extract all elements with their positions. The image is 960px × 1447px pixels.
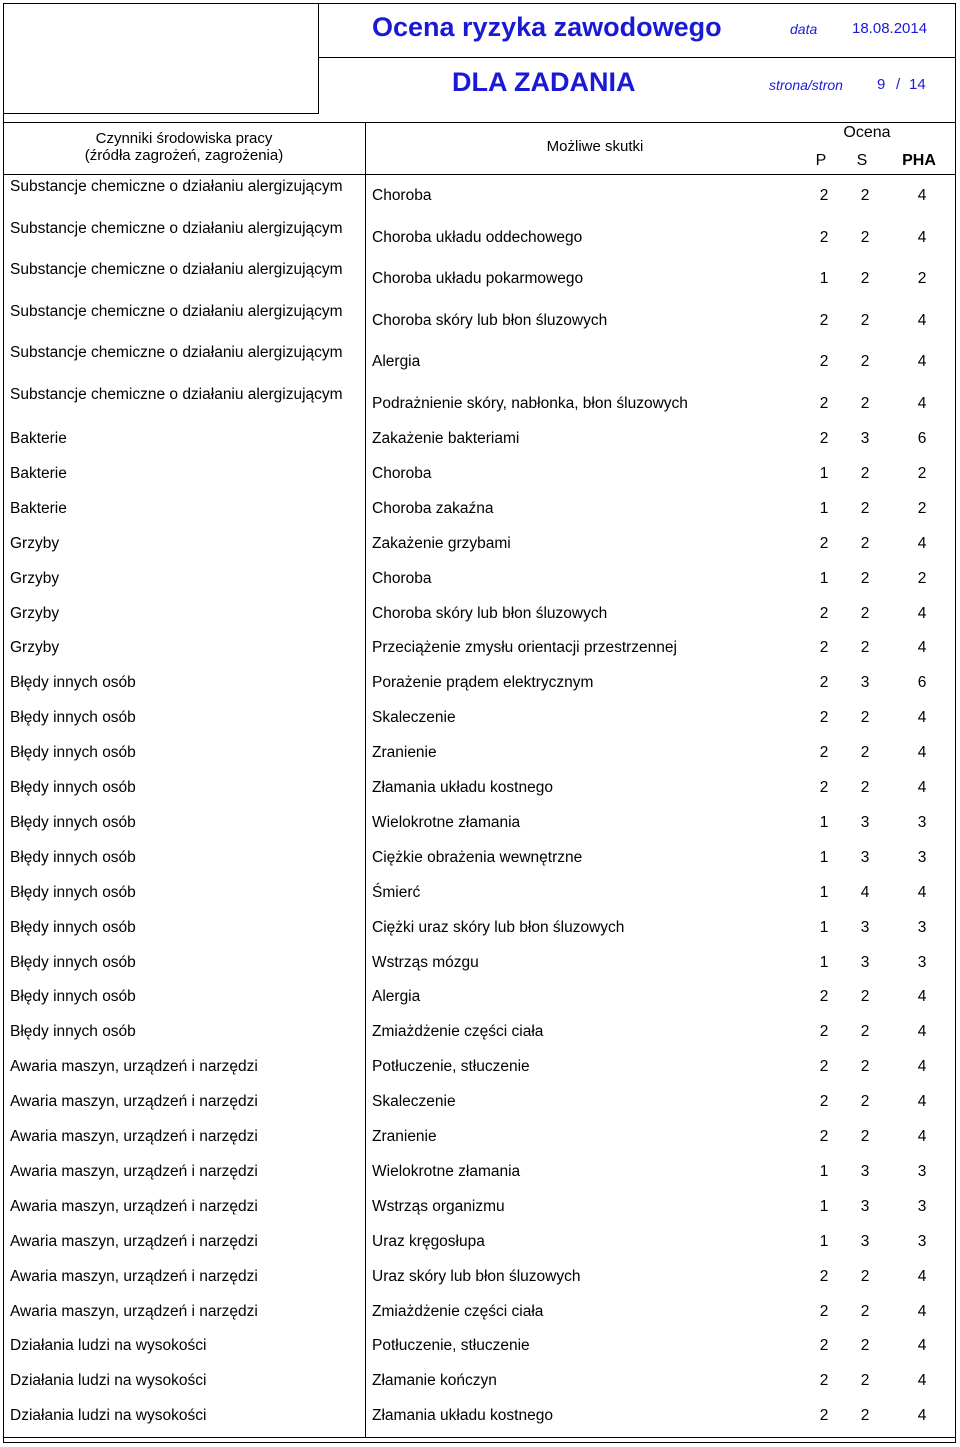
row-factor: Substancje chemiczne o działaniu alergizującym — [10, 178, 343, 195]
row-s-value: 2 — [860, 569, 870, 587]
row-pha-value: 4 — [917, 779, 927, 796]
row-factor: Awaria maszyn, urządzeń i narzędzi — [10, 1197, 258, 1215]
row-p-value: 1 — [819, 464, 829, 482]
row-s-value: 2 — [860, 228, 870, 246]
row-p-value: 2 — [819, 311, 829, 329]
row-factor: Substancje chemiczne o działaniu alergizującym — [10, 261, 343, 278]
row-s-value: 2 — [860, 534, 870, 552]
document-subtitle: DLA ZADANIA — [452, 67, 636, 97]
row-effect: Śmierć — [372, 883, 421, 901]
row-effect: Skaleczenie — [372, 709, 456, 727]
row-pha-value: 3 — [917, 1162, 927, 1180]
row-p-value: 2 — [819, 228, 829, 246]
row-effect: Skaleczenie — [372, 1093, 456, 1111]
row-pha-value: 2 — [917, 569, 927, 587]
row-s-value: 2 — [860, 353, 870, 370]
row-factor: Błędy innych osób — [10, 813, 136, 831]
row-factor: Błędy innych osób — [10, 779, 136, 796]
row-factor: Błędy innych osób — [10, 953, 136, 971]
row-pha-value: 3 — [917, 918, 927, 936]
header-divider — [319, 57, 956, 58]
row-s-value: 2 — [860, 311, 870, 329]
date-value: 18.08.2014 — [852, 20, 928, 37]
row-p-value: 1 — [819, 883, 829, 901]
row-factor: Awaria maszyn, urządzeń i narzędzi — [10, 1302, 258, 1320]
row-factor: Działania ludzi na wysokości — [10, 1372, 207, 1390]
row-effect: Choroba — [372, 569, 432, 587]
row-pha-value: 3 — [917, 848, 927, 866]
row-pha-value: 4 — [917, 709, 927, 727]
row-p-value: 2 — [819, 534, 829, 552]
row-effect: Porażenie prądem elektrycznym — [372, 674, 594, 692]
row-effect: Uraz kręgosłupa — [372, 1232, 485, 1250]
col-ocena-header: Ocena — [843, 124, 891, 141]
row-p-value: 2 — [819, 1058, 829, 1076]
row-s-value: 2 — [860, 464, 870, 482]
row-p-value: 1 — [819, 953, 829, 971]
row-effect: Alergia — [372, 988, 421, 1006]
row-factor: Błędy innych osób — [10, 709, 136, 727]
row-pha-value: 2 — [917, 270, 927, 287]
row-p-value: 2 — [819, 709, 829, 727]
row-effect: Złamania układu kostnego — [372, 1407, 553, 1425]
row-factor: Grzyby — [10, 604, 60, 622]
row-factor: Substancje chemiczne o działaniu alergizującym — [10, 219, 343, 237]
row-s-value: 2 — [860, 394, 870, 412]
row-effect: Choroba układu oddechowego — [372, 228, 583, 246]
row-effect: Potłuczenie, stłuczenie — [372, 1337, 530, 1355]
row-p-value: 2 — [819, 353, 829, 370]
date-label: data — [790, 21, 818, 37]
row-pha-value: 2 — [917, 464, 927, 482]
row-effect: Wielokrotne złamania — [372, 1162, 521, 1180]
row-factor: Awaria maszyn, urządzeń i narzędzi — [10, 1128, 258, 1145]
row-factor: Błędy innych osób — [10, 744, 136, 762]
row-pha-value: 4 — [917, 534, 927, 552]
row-factor: Grzyby — [10, 639, 60, 657]
row-pha-value: 4 — [917, 1058, 927, 1076]
col-pha-header: PHA — [902, 152, 936, 169]
row-effect: Potłuczenie, stłuczenie — [372, 1058, 530, 1076]
row-s-value: 2 — [860, 187, 870, 204]
row-effect: Uraz skóry lub błon śluzowych — [372, 1267, 581, 1285]
row-effect: Zmiażdżenie części ciała — [372, 1302, 544, 1320]
page-current: 9 — [877, 76, 886, 93]
row-factor: Awaria maszyn, urządzeń i narzędzi — [10, 1093, 258, 1111]
logo-box — [3, 3, 319, 114]
row-factor: Błędy innych osób — [10, 848, 136, 866]
row-factor: Awaria maszyn, urządzeń i narzędzi — [10, 1162, 258, 1180]
row-pha-value: 3 — [917, 1197, 927, 1215]
row-factor: Substancje chemiczne o działaniu alergizującym — [10, 302, 343, 320]
row-s-value: 3 — [860, 1232, 870, 1250]
row-factor: Grzyby — [10, 534, 60, 552]
row-p-value: 1 — [819, 1232, 829, 1250]
row-s-value: 3 — [860, 1197, 870, 1215]
row-effect: Ciężki uraz skóry lub błon śluzowych — [372, 918, 625, 936]
row-p-value: 2 — [819, 1302, 829, 1320]
document-title: Ocena ryzyka zawodowego — [372, 12, 722, 42]
row-pha-value: 4 — [917, 1267, 927, 1285]
row-pha-value: 4 — [917, 1128, 927, 1145]
row-effect: Wstrząs mózgu — [372, 953, 479, 971]
row-effect: Choroba zakaźna — [372, 499, 494, 517]
table-header-separator — [3, 174, 956, 175]
row-factor: Grzyby — [10, 569, 60, 587]
row-s-value: 2 — [860, 1128, 870, 1145]
page-total: 14 — [909, 76, 926, 93]
row-s-value: 2 — [860, 988, 870, 1006]
row-pha-value: 4 — [917, 1407, 927, 1425]
row-effect: Złamania układu kostnego — [372, 779, 553, 796]
row-p-value: 2 — [819, 604, 829, 622]
row-factor: Bakterie — [10, 499, 67, 517]
row-p-value: 2 — [819, 1267, 829, 1285]
row-s-value: 2 — [860, 1372, 870, 1390]
row-s-value: 3 — [860, 813, 870, 831]
row-effect: Złamanie kończyn — [372, 1372, 497, 1390]
row-s-value: 2 — [860, 1093, 870, 1111]
col-factor-header-line2: (źródła zagrożeń, zagrożenia) — [84, 147, 284, 164]
row-pha-value: 4 — [917, 1372, 927, 1390]
row-p-value: 2 — [819, 1337, 829, 1355]
row-s-value: 3 — [860, 1162, 870, 1180]
row-s-value: 2 — [860, 639, 870, 657]
row-pha-value: 4 — [917, 1093, 927, 1111]
row-p-value: 1 — [819, 1162, 829, 1180]
row-effect: Alergia — [372, 353, 421, 370]
row-effect: Choroba — [372, 464, 432, 482]
row-pha-value: 4 — [917, 187, 927, 204]
row-effect: Zakażenie grzybami — [372, 534, 511, 552]
row-p-value: 1 — [819, 1197, 829, 1215]
row-p-value: 2 — [819, 1023, 829, 1041]
row-effect: Podrażnienie skóry, nabłonka, błon śluzowych — [372, 394, 688, 412]
row-s-value: 2 — [860, 1058, 870, 1076]
page-label: strona/stron — [769, 77, 843, 93]
row-s-value: 2 — [860, 1267, 870, 1285]
row-factor: Błędy innych osób — [10, 883, 136, 901]
row-pha-value: 4 — [917, 228, 927, 246]
row-pha-value: 4 — [917, 988, 927, 1006]
row-pha-value: 4 — [917, 604, 927, 622]
row-pha-value: 6 — [917, 674, 927, 692]
row-p-value: 1 — [819, 270, 829, 287]
row-effect: Zakażenie bakteriami — [372, 430, 520, 447]
row-pha-value: 4 — [917, 1302, 927, 1320]
row-s-value: 2 — [860, 1337, 870, 1355]
row-p-value: 2 — [819, 779, 829, 796]
row-effect: Choroba skóry lub błon śluzowych — [372, 604, 608, 622]
row-pha-value: 3 — [917, 953, 927, 971]
row-p-value: 2 — [819, 1093, 829, 1111]
row-pha-value: 4 — [917, 1337, 927, 1355]
row-pha-value: 3 — [917, 1232, 927, 1250]
row-p-value: 2 — [819, 744, 829, 762]
page-separator: / — [896, 76, 901, 93]
row-effect: Choroba skóry lub błon śluzowych — [372, 311, 608, 329]
row-s-value: 3 — [860, 848, 870, 866]
row-pha-value: 4 — [917, 639, 927, 657]
row-factor: Błędy innych osób — [10, 918, 136, 936]
row-p-value: 2 — [819, 430, 829, 447]
row-factor: Bakterie — [10, 464, 67, 482]
row-effect: Wielokrotne złamania — [372, 813, 521, 831]
row-effect: Zmiażdżenie części ciała — [372, 1023, 544, 1041]
row-p-value: 2 — [819, 1128, 829, 1145]
row-s-value: 2 — [860, 604, 870, 622]
row-p-value: 1 — [819, 918, 829, 936]
row-s-value: 3 — [860, 430, 870, 447]
row-factor: Błędy innych osób — [10, 674, 136, 692]
row-factor: Awaria maszyn, urządzeń i narzędzi — [10, 1267, 258, 1285]
row-pha-value: 2 — [917, 499, 927, 517]
row-effect: Zranienie — [372, 744, 437, 762]
row-p-value: 2 — [819, 1407, 829, 1425]
row-factor: Działania ludzi na wysokości — [10, 1337, 207, 1355]
row-s-value: 2 — [860, 1023, 870, 1041]
row-factor: Substancje chemiczne o działaniu alergizującym — [10, 385, 343, 403]
row-factor: Błędy innych osób — [10, 1023, 136, 1041]
row-factor: Awaria maszyn, urządzeń i narzędzi — [10, 1232, 258, 1250]
row-pha-value: 4 — [917, 1023, 927, 1041]
row-factor: Błędy innych osób — [10, 988, 136, 1006]
row-pha-value: 4 — [917, 353, 927, 370]
row-s-value: 2 — [860, 744, 870, 762]
col-p-header: P — [815, 152, 827, 169]
row-pha-value: 4 — [917, 311, 927, 329]
row-s-value: 2 — [860, 1302, 870, 1320]
row-pha-value: 4 — [917, 394, 927, 412]
col-effect-header: Możliwe skutki — [546, 138, 644, 155]
row-effect: Ciężkie obrażenia wewnętrzne — [372, 848, 583, 866]
row-p-value: 1 — [819, 499, 829, 517]
row-factor: Bakterie — [10, 430, 67, 447]
row-p-value: 2 — [819, 1372, 829, 1390]
row-s-value: 4 — [860, 883, 870, 901]
row-factor: Awaria maszyn, urządzeń i narzędzi — [10, 1058, 258, 1076]
row-factor: Działania ludzi na wysokości — [10, 1407, 207, 1425]
row-p-value: 2 — [819, 639, 829, 657]
row-factor: Substancje chemiczne o działaniu alergizującym — [10, 344, 343, 361]
row-p-value: 1 — [819, 813, 829, 831]
row-pha-value: 6 — [917, 430, 927, 447]
row-p-value: 2 — [819, 988, 829, 1006]
row-pha-value: 3 — [917, 813, 927, 831]
row-effect: Zranienie — [372, 1128, 437, 1145]
row-pha-value: 4 — [917, 883, 927, 901]
col-s-header: S — [856, 152, 868, 169]
row-p-value: 2 — [819, 674, 829, 692]
row-p-value: 2 — [819, 394, 829, 412]
row-p-value: 1 — [819, 848, 829, 866]
row-pha-value: 4 — [917, 744, 927, 762]
row-p-value: 2 — [819, 187, 829, 204]
row-s-value: 2 — [860, 779, 870, 796]
row-effect: Wstrząs organizmu — [372, 1197, 505, 1215]
row-effect: Choroba układu pokarmowego — [372, 270, 584, 287]
row-s-value: 3 — [860, 918, 870, 936]
row-s-value: 2 — [860, 499, 870, 517]
row-p-value: 1 — [819, 569, 829, 587]
col-factor-header-line1: Czynniki środowiska pracy — [95, 130, 273, 147]
row-s-value: 3 — [860, 674, 870, 692]
row-effect: Przeciążenie zmysłu orientacji przestrzennej — [372, 639, 677, 657]
row-s-value: 2 — [860, 270, 870, 287]
row-s-value: 2 — [860, 709, 870, 727]
row-effect: Choroba — [372, 187, 432, 204]
row-s-value: 2 — [860, 1407, 870, 1425]
row-s-value: 3 — [860, 953, 870, 971]
